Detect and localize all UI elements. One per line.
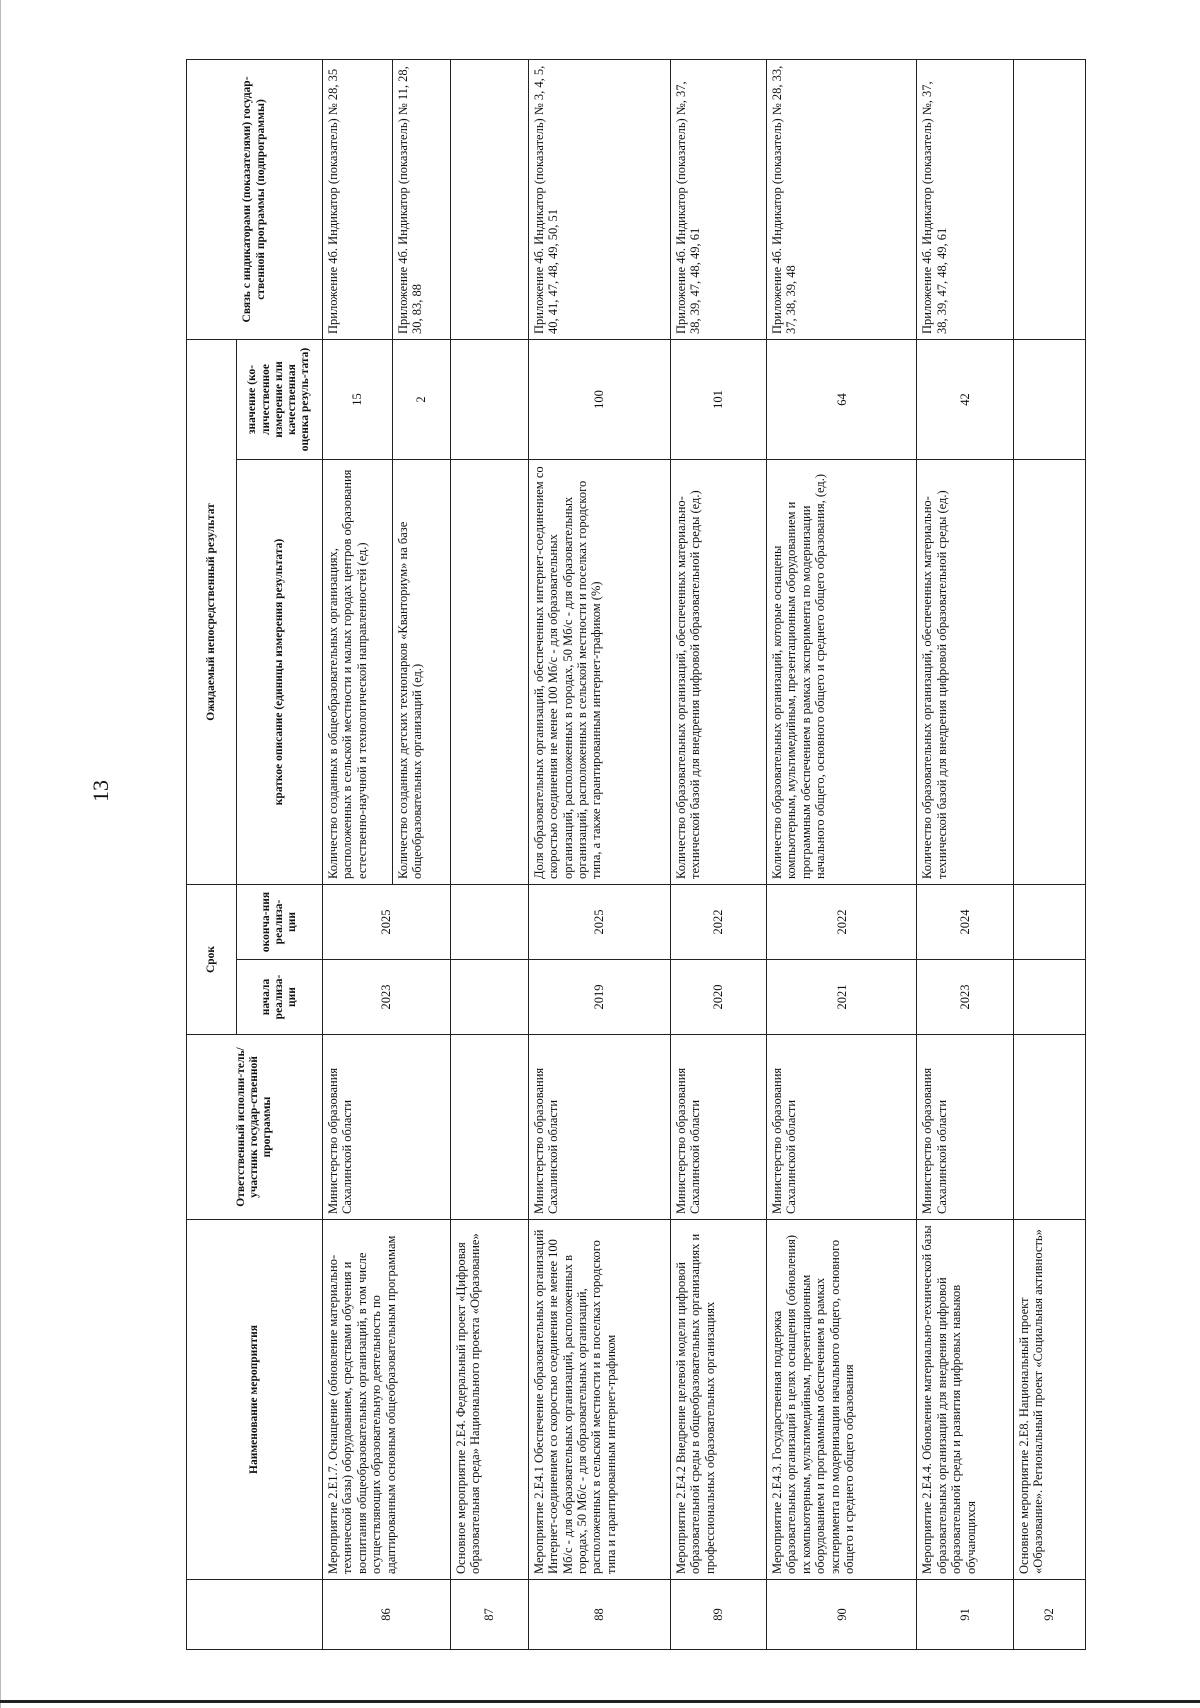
- table-row: [670, 59, 766, 1649]
- row-responsible: Министерство образования Сахалинской области: [917, 1035, 1013, 1220]
- row-responsible: Министерство образования Сахалинской области: [323, 1035, 451, 1220]
- row-start: 2023: [917, 960, 1013, 1035]
- row-end: [1013, 884, 1085, 959]
- table-row: [1013, 59, 1085, 1649]
- row-start: 2023: [323, 960, 451, 1035]
- header-result: Ожидаемый непосредственный результат: [187, 339, 237, 884]
- row-number: 86: [323, 1580, 451, 1650]
- header-responsible: Ответственный исполни-тель/участник государ-ственной программы: [187, 1035, 323, 1220]
- row-responsible: [1013, 1035, 1085, 1220]
- row-link: [1013, 59, 1085, 339]
- row-end: 2024: [917, 884, 1013, 959]
- row-value: 64: [767, 339, 917, 459]
- rotated-table-container: [186, 60, 1086, 1650]
- row-desc: Количество образовательных организаций, обеспеченных материально-технической базой для внедрения цифровой образовательной среды (ед.): [917, 459, 1013, 884]
- page-number: 13: [88, 780, 113, 802]
- row-link: Приложение 4б. Индикатор (показатель) № 28, 33, 37, 38, 39, 48: [767, 59, 917, 339]
- row-end: 2025: [323, 884, 451, 959]
- row-start: 2019: [528, 960, 670, 1035]
- row-end: 2022: [670, 884, 766, 959]
- row-name: Мероприятие 2.Е4.1 Обеспечение образовательных организаций Интернет-соединением со скоростью соединения не менее 100 Мб/с - для образовательных организаций, расположенных в городах, 50 Мб/с - для образовательных организаций, расположенных в сельской местности и в поселках городского типа и гарантированным интернет-трафиком: [528, 1220, 670, 1580]
- row-number: 88: [528, 1580, 670, 1650]
- row-link: Приложение 4б. Индикатор (показатель) №, 37, 38, 39, 47, 48, 49, 61: [917, 59, 1013, 339]
- row-number: 92: [1013, 1580, 1085, 1650]
- row-link: [450, 59, 528, 339]
- scan-bottom-edge: [0, 1700, 1200, 1703]
- row-desc: Количество созданных детских технопарков «Кванториум» на базе общеобразовательных организаций (ед.): [392, 459, 450, 884]
- table-row: [917, 59, 1013, 1649]
- row-desc: [1013, 459, 1085, 884]
- header-name: Наименование мероприятия: [187, 1220, 323, 1580]
- header-value: значение (ко-личественное измерение или качественная оценка резуль-тата): [237, 339, 323, 459]
- header-end: оконча-ния реализа-ции: [237, 884, 323, 959]
- row-value: 101: [670, 339, 766, 459]
- row-name: Основное мероприятие 2.Е8. Национальный проект «Образование». Региональный проект «Социальная активность»: [1013, 1220, 1085, 1580]
- row-desc: Количество созданных в общеобразовательных организациях, расположенных в сельской местности и малых городах центров образования естественно-научной и технологической направленностей (ед.): [323, 459, 393, 884]
- row-responsible: Министерство образования Сахалинской области: [670, 1035, 766, 1220]
- row-responsible: Министерство образования Сахалинской области: [767, 1035, 917, 1220]
- row-responsible: Министерство образования Сахалинской области: [528, 1035, 670, 1220]
- row-link: Приложение 4б. Индикатор (показатель) № 11, 28, 30, 83, 88: [392, 59, 450, 339]
- row-number: 89: [670, 1580, 766, 1650]
- events-table: [186, 59, 1086, 1650]
- row-name: Мероприятие 2.Е4.4. Обновление материально-технической базы образовательных организаций для внедрения цифровой образовательной среды и развития цифровых навыков обучающихся: [917, 1220, 1013, 1580]
- row-start: [1013, 960, 1085, 1035]
- row-responsible: [450, 1035, 528, 1220]
- row-link: Приложение 4б. Индикатор (показатель) №, 37, 38, 39, 47, 48, 49, 61: [670, 59, 766, 339]
- row-name: Основное мероприятие 2.Е4. Федеральный проект «Цифровая образовательная среда» Национального проекта «Образование»: [450, 1220, 528, 1580]
- row-name: Мероприятие 2.Е1.7. Оснащение (обновление материально-технической базы) оборудованием, средствами обучения и воспитания общеобразовательных организаций, в том числе осуществляющих образовательную деятельность по адаптированным основным общеобразовательным программам: [323, 1220, 451, 1580]
- header-start: начала реализа-ции: [237, 960, 323, 1035]
- row-end: 2025: [528, 884, 670, 959]
- row-desc: Количество образовательных организаций, которые оснащены компьютерным, мультимедийным, презентационным оборудованием и программным обеспечением в рамках эксперимента по модернизации начального общего, основного общего и среднего общего образования, (ед.): [767, 459, 917, 884]
- scan-edge-line: [0, 0, 1, 1708]
- row-value: 42: [917, 339, 1013, 459]
- row-value: 2: [392, 339, 450, 459]
- row-desc: [450, 459, 528, 884]
- row-name: Мероприятие 2.Е4.2 Внедрение целевой модели цифровой образовательной среды в общеобразовательных организациях и профессиональных образовательных организациях: [670, 1220, 766, 1580]
- row-name: Мероприятие 2.Е4.3. Государственная поддержка образовательных организаций в целях оснащения (обновления) их компьютерным, мультимедийным, презентационным оборудованием и программным обеспечением в рамках эксперимента по модернизации начального общего, основного общего и среднего общего образования: [767, 1220, 917, 1580]
- row-value: [1013, 339, 1085, 459]
- row-end: 2022: [767, 884, 917, 959]
- header-desc: краткое описание (единицы измерения результата): [237, 459, 323, 884]
- row-value: [450, 339, 528, 459]
- row-number: 87: [450, 1580, 528, 1650]
- table-row: [450, 59, 528, 1649]
- table-row: [767, 59, 917, 1649]
- table-row: [528, 59, 670, 1649]
- row-number: 91: [917, 1580, 1013, 1650]
- row-start: [450, 960, 528, 1035]
- row-number: 90: [767, 1580, 917, 1650]
- row-value: 100: [528, 339, 670, 459]
- table-row: [323, 59, 393, 1649]
- header-number: [187, 1580, 323, 1650]
- row-value: 15: [323, 339, 393, 459]
- row-desc: Количество образовательных организаций, обеспеченных материально-технической базой для внедрения цифровой образовательной среды (ед.): [670, 459, 766, 884]
- row-link: Приложение 4б. Индикатор (показатель) № 28, 35: [323, 59, 393, 339]
- row-start: 2021: [767, 960, 917, 1035]
- row-end: [450, 884, 528, 959]
- row-start: 2020: [670, 960, 766, 1035]
- row-desc: Доля образовательных организаций, обеспеченных интернет-соединением со скоростью соединения не менее 100 Мб/с - для образовательных организаций, расположенных в городах, 50 Мб/с - для образовательных организаций, расположенных в сельской местности и поселках городского типа, а также гарантированным интернет-трафиком (%): [528, 459, 670, 884]
- header-link: Связь с индикаторами (показателями) государ-ственной программы (подпрограммы): [187, 59, 323, 339]
- header-term: Срок: [187, 884, 237, 1034]
- row-link: Приложение 4б. Индикатор (показатель) № 3, 4, 5, 40, 41, 47, 48, 49, 50, 51: [528, 59, 670, 339]
